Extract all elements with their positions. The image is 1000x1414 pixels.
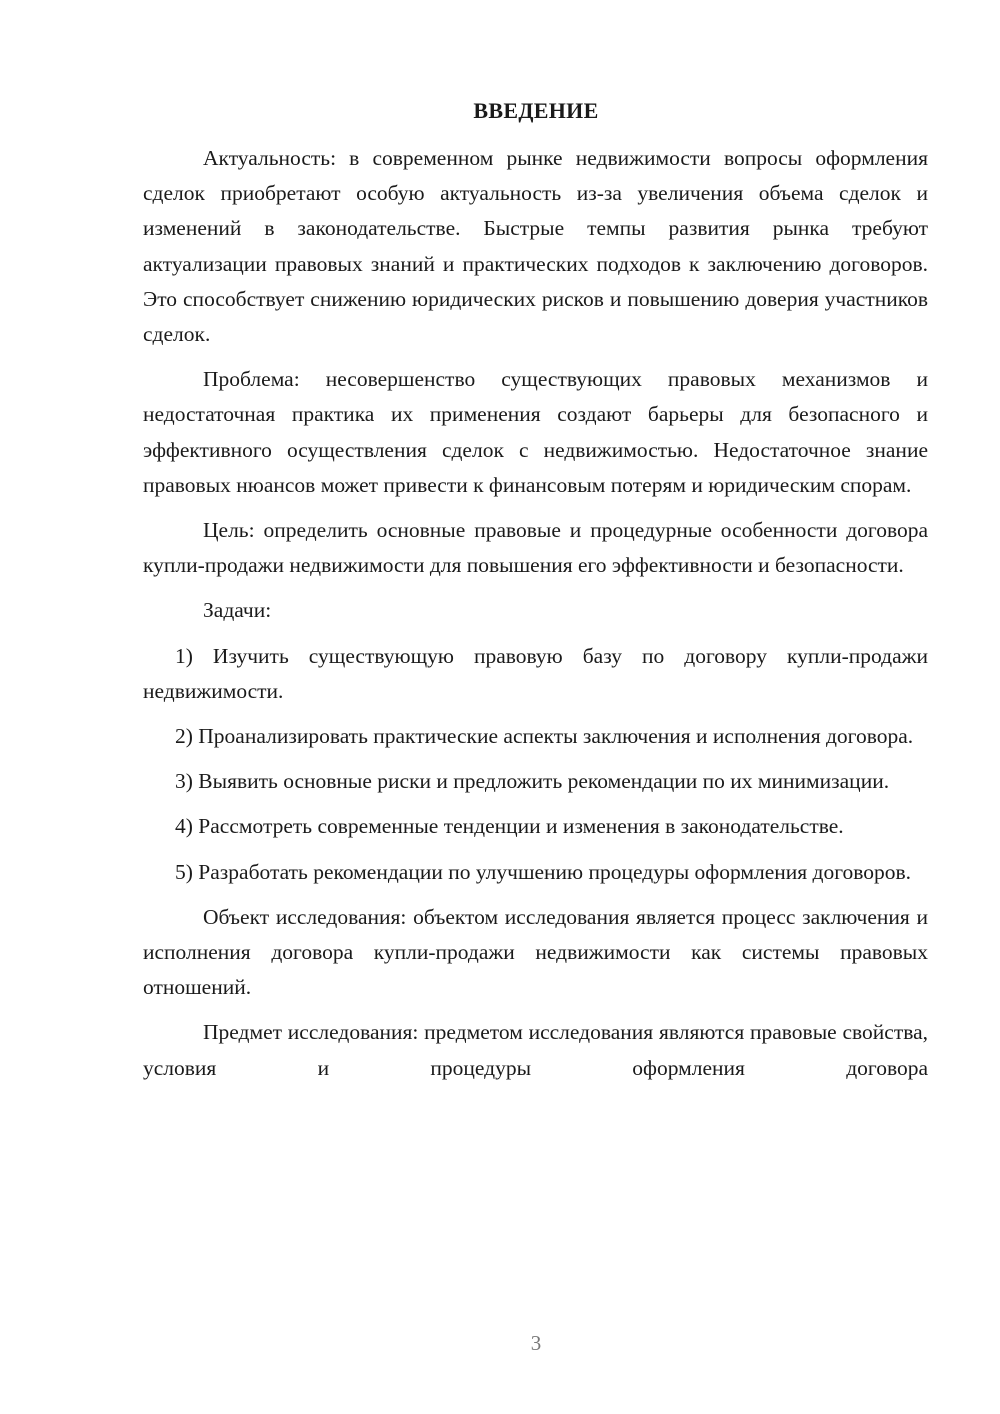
page-number: 3 (530, 1331, 542, 1355)
task-item-3: 3) Выявить основные риски и предложить рекомендации по их минимизации. (175, 769, 890, 794)
paragraph-goal: Цель: определить основные правовые и процедурные особенности договора купли-продажи недвижимости для повышения его эффективности и безопасности. (143, 518, 928, 578)
body-text (143, 141, 928, 1096)
tasks-heading: Задачи: (203, 598, 272, 623)
page-title: ВВЕДЕНИЕ (473, 98, 599, 123)
paragraph-problem: Проблема: несовершенство существующих правовых механизмов и недостаточная практика их применения создают барьеры для безопасного и эффективного осуществления сделок с недвижимостью. Недостаточное знание правовых нюансов может привести к финансовым потерям и юридическим спорам. (143, 367, 928, 497)
paragraph-research-object: Объект исследования: объектом исследования является процесс заключения и исполнения договора купли-продажи недвижимости как системы правовых отношений. (143, 904, 928, 1000)
paragraph-relevance: Актуальность: в современном рынке недвижимости вопросы оформления сделок приобретают особую актуальность из-за увеличения объема сделок и изменений в законодательстве. Быстрые темпы развития рынка требуют актуализации правовых знаний и практических подходов к заключению договоров. Это способствует снижению юридических рисков и повышению доверия участников сделок. (143, 146, 928, 347)
paragraph-research-subject: Предмет исследования: предметом исследования являются правовые свойства, условия и процедуры оформления договора (143, 1020, 928, 1080)
task-item-2: 2) Проанализировать практические аспекты заключения и исполнения договора. (175, 724, 914, 749)
task-item-5: 5) Разработать рекомендации по улучшению процедуры оформления договоров. (175, 859, 912, 884)
task-item-1: 1) Изучить существующую правовую базу по договору купли-продажи недвижимости. (143, 643, 928, 703)
task-item-4: 4) Рассмотреть современные тенденции и изменения в законодательстве. (175, 814, 844, 839)
